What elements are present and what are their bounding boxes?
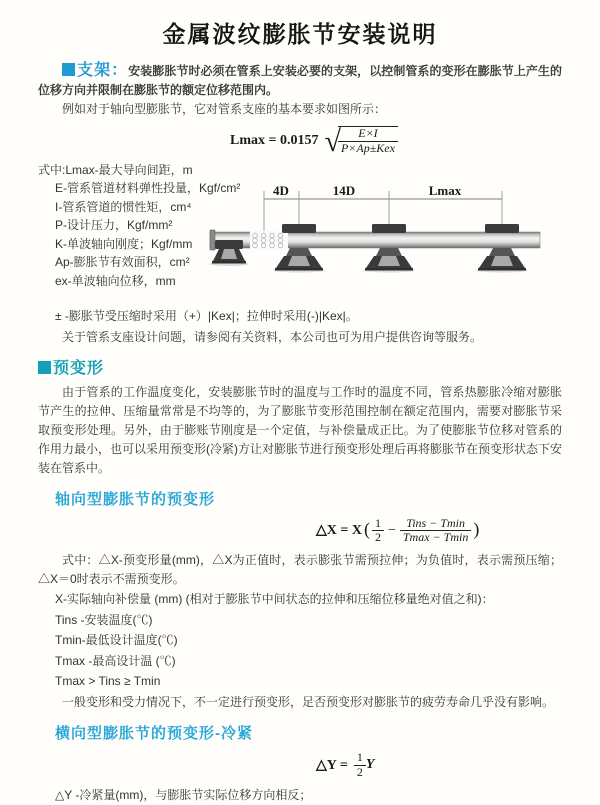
note-service: 关于管系支座设计问题，请参阅有关资料，本公司也可为用户提供咨询等服务。 <box>62 329 483 344</box>
definition-line: Ap-膨胀节有效面积，cm² <box>55 255 190 270</box>
formula-dx-lhs: △X = X <box>316 523 362 539</box>
formula-lmax-lhs: Lmax = 0.0157 <box>230 132 319 148</box>
formula-lmax-fraction <box>338 126 398 156</box>
support-intro-text: 安装膨胀节时必须在管系上安装必要的支架，以控制管系的变形在膨胀节上产生的位移方向并限制在膨胀节的额定位移范围内。 <box>38 64 562 97</box>
support-example-text: 例如对于轴向型膨胀节，它对管系支座的基本要求如图所示： <box>62 102 387 116</box>
formula-delta-x <box>316 517 562 546</box>
section-predeform-label: 预变形 <box>53 359 105 377</box>
definition-line: K-单波轴向刚度；Kgf/mm <box>55 236 193 251</box>
dim-label-lmax: Lmax <box>428 182 462 198</box>
definition-line: I-管系管道的惯性矩，cm⁴ <box>55 199 192 214</box>
fraction-numerator: Tins − Tmin <box>406 515 465 530</box>
fraction-denominator: P×Ap±Kex <box>338 141 398 156</box>
axial-line: 一般变形和受力情况下，不一定进行预变形，足否预变形对膨胀节的疲劳寿命几乎没有影响。 <box>62 694 555 709</box>
axial-line: Tmax > Tins ≥ Tmin <box>55 674 161 689</box>
axial-line: Tins -安装温度(℃) <box>55 612 153 627</box>
lateral-explanation: △Y -冷紧量(mm)，与膨胀节实际位移方向相反； <box>55 787 312 802</box>
radical-sign-icon: √ <box>324 125 341 158</box>
section-square-icon <box>62 63 75 76</box>
support-intro-paragraph <box>38 61 562 100</box>
definition-line: P-设计压力，Kgf/mm² <box>55 218 173 233</box>
axial-line: X-实际轴向补偿量 (mm) (相对于膨胀节中间状态的拉伸和压缩位移量绝对值之和)： <box>55 592 494 607</box>
half-fraction <box>354 751 366 780</box>
half-fraction <box>372 517 384 546</box>
definition-line: 式中:Lmax-最大导向间距，m <box>38 162 193 177</box>
open-paren: ( <box>363 519 370 540</box>
page-title: 金属波纹膨胀节安装说明 <box>162 21 438 47</box>
formula-lmax <box>230 126 562 156</box>
fraction-denominator: 2 <box>372 530 384 545</box>
formula-dy-lhs: △Y = <box>316 757 348 773</box>
temperature-fraction <box>400 517 471 546</box>
axial-variable-lines <box>38 589 562 712</box>
axial-line: Tmax -最高设计温 (℃) <box>55 653 176 668</box>
bellows-icon <box>250 230 288 249</box>
axial-subsection-title: 轴向型膨胀节的预变形 <box>55 490 216 508</box>
note-plusminus: ± -膨胀节受压缩时采用（+）|Kex|；拉伸时采用(-)|Kex|。 <box>55 308 358 323</box>
definition-line: ex-单波轴向位移，mm <box>55 273 176 288</box>
dim-label-14d: 14D <box>332 182 356 198</box>
close-paren: ) <box>473 519 480 540</box>
definitions-and-diagram <box>38 161 562 307</box>
lateral-subsection-title: 横向型膨胀节的预变形-冷紧 <box>55 725 253 743</box>
axial-line: Tmin-最低设计温度(℃) <box>55 633 178 648</box>
predeform-paragraph: 由于管系的工作温度变化，安装膨胀节时的温度与工作时的温度不同，管系热膨胀冷缩对膨胀节产生的拉伸、压缩量常常是不均等的，为了膨胀节变形范围控制在额定范围内，需要对膨胀节采取预变形处理。另外，由于膨账节刚度是一个定值，与补偿量成正比。为了使膨胀节位移对管系的作用力最小，也可以采用预变形(冷紧)方让对膨胀节进行预变形处理后再将膨胀节在预变形状态下安装在管系中。 <box>38 384 562 475</box>
definition-line: E-管系管道材料弹性投量，Kgf/cm² <box>55 181 241 196</box>
formula-delta-y <box>316 751 562 780</box>
axial-explanation: 式中：△X-预变形量(mm)，△X为正值时，表示膨张节需预拉伸；为负值时，表示需预压缩；△X＝0时表示不需预变形。 <box>38 553 562 587</box>
fraction-numerator: E×I <box>358 126 378 140</box>
dim-label-4d: 4D <box>273 182 289 198</box>
fraction-numerator: 1 <box>356 750 363 765</box>
fraction-denominator: Tmax − Tmin <box>400 530 471 545</box>
fraction-numerator: 1 <box>374 515 381 530</box>
minus-sign: − <box>387 522 396 538</box>
section-support-label: 支架： <box>77 62 129 79</box>
formula-dy-rhs: Y <box>365 757 375 773</box>
sqrt-radical <box>324 126 397 156</box>
section-square-icon <box>38 361 51 374</box>
fraction-denominator: 2 <box>354 765 366 780</box>
section-predeform-header <box>38 359 562 379</box>
pipe-support-diagram <box>210 183 567 275</box>
